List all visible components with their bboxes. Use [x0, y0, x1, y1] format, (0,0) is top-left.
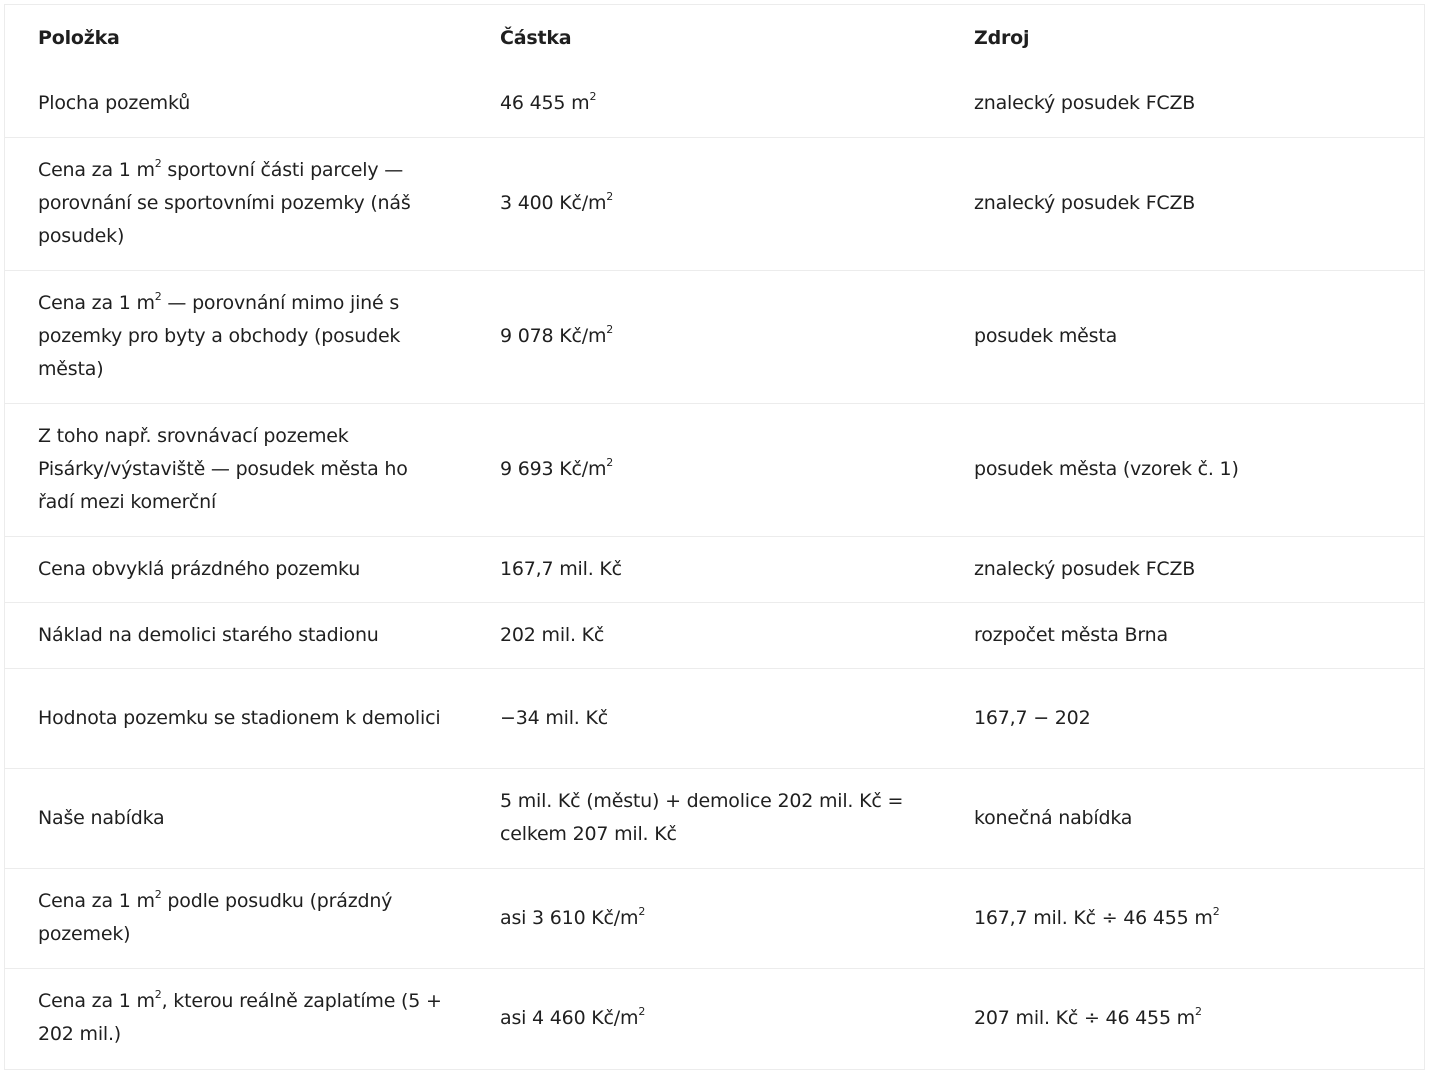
table-row — [5, 137, 1424, 270]
cell-item: Plocha pozemků — [38, 92, 191, 115]
cell-source: rozpočet města Brna — [974, 623, 1168, 646]
cell-item: Cena obvyklá prázdného pozemku — [38, 557, 361, 580]
data-table — [5, 5, 1424, 1068]
cell-source: posudek města — [974, 325, 1118, 347]
cell-source: posudek města (vzorek č. 1) — [974, 458, 1239, 480]
table-row — [5, 768, 1424, 868]
cell-item: Z toho např. srovnávací pozemek Pisárky/výstaviště — posudek města ho řadí mezi komerční — [38, 425, 408, 513]
cell-item: Cena za 1 $m^2$ sportovní části parcely — porovnání se sportovními pozemky (náš posudek) — [38, 157, 411, 247]
table-row — [5, 668, 1424, 768]
cell-item: Cena za 1 $m^2$, kterou reálně zaplatíme (5 + 202 mil.) — [38, 988, 442, 1046]
cell-source: znalecký posudek FCZB — [974, 557, 1196, 580]
table-row — [5, 602, 1424, 668]
column-header-amount: Částka — [500, 26, 572, 49]
cell-source: konečná nabídka — [974, 806, 1133, 829]
cell-amount: asi 4 460 $Kč/m^2$ — [500, 1004, 646, 1029]
cell-amount: asi 3 610 $Kč/m^2$ — [500, 904, 646, 929]
cell-amount: 167,7 mil. Kč — [500, 557, 622, 580]
cell-amount: −34 mil. Kč — [500, 706, 608, 729]
table-row — [5, 71, 1424, 137]
cell-source: 167,7 − 202 — [974, 706, 1091, 729]
cell-source: znalecký posudek FCZB — [974, 192, 1196, 214]
cell-item: Cena za 1 $m^2$ podle posudku (prázdný pozemek) — [38, 888, 393, 945]
cell-source: 207 mil. Kč ÷ 46 455 $m^2$ — [974, 1004, 1202, 1029]
cell-source: znalecký posudek FCZB — [974, 92, 1196, 115]
cell-amount: 5 mil. Kč (městu) + demolice 202 mil. Kč = celkem 207 mil. Kč — [500, 790, 904, 845]
cell-item: Náklad na demolici starého stadionu — [38, 623, 379, 646]
table-row — [5, 868, 1424, 968]
cell-amount: 202 mil. Kč — [500, 623, 605, 646]
data-table-container — [4, 4, 1425, 1070]
cell-item: Cena za 1 $m^2$ — porovnání mimo jiné s pozemky pro byty a obchody (posudek města) — [38, 290, 401, 380]
cell-amount: 3 400 $Kč/m^2$ — [500, 190, 614, 214]
table-row — [5, 403, 1424, 536]
cell-amount: 9 078 $Kč/m^2$ — [500, 323, 614, 347]
cell-source: 167,7 mil. Kč ÷ 46 455 $m^2$ — [974, 904, 1220, 929]
table-row — [5, 270, 1424, 403]
table-row — [5, 536, 1424, 602]
cell-item: Naše nabídka — [38, 806, 165, 829]
table-row — [5, 968, 1424, 1068]
cell-item: Hodnota pozemku se stadionem k demolici — [38, 706, 441, 729]
table-header-row — [5, 5, 1424, 71]
column-header-source: Zdroj — [974, 26, 1030, 49]
cell-amount: 9 693 $Kč/m^2$ — [500, 456, 614, 480]
column-header-item: Položka — [38, 26, 120, 49]
cell-amount: 46 455 $m^2$ — [500, 90, 597, 115]
